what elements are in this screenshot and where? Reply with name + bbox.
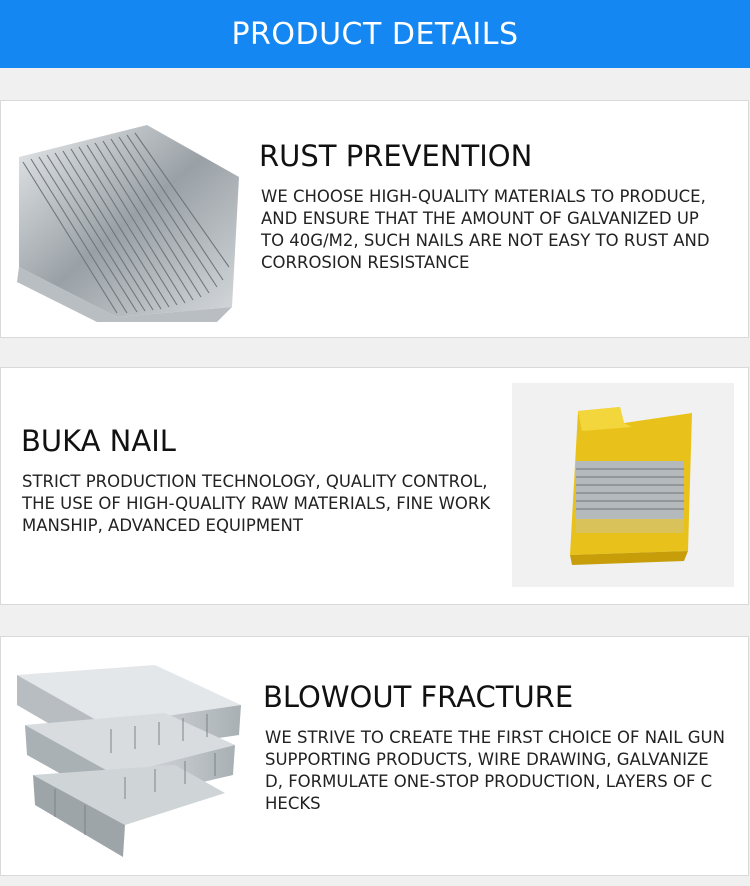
description-line: CORROSION RESISTANCE [261, 253, 470, 272]
section-buka-nail [0, 367, 749, 605]
description-line: AND ENSURE THAT THE AMOUNT OF GALVANIZED UP [261, 209, 699, 228]
section-rust-prevention [0, 100, 749, 338]
header-banner [0, 0, 750, 68]
description-line: SUPPORTING PRODUCTS, WIRE DRAWING, GALVANIZE [265, 750, 709, 769]
description-line: MANSHIP, ADVANCED EQUIPMENT [22, 516, 303, 535]
galvanized-nail-strips-photo [17, 117, 239, 323]
stacked-staple-strips-photo [15, 665, 243, 865]
banner-title: PRODUCT DETAILS [231, 16, 519, 52]
section-description [265, 727, 725, 815]
section-blowout-fracture [0, 636, 749, 876]
description-line: STRICT PRODUCTION TECHNOLOGY, QUALITY CONTROL, [22, 472, 488, 491]
section-description [22, 471, 490, 537]
description-line: THE USE OF HIGH-QUALITY RAW MATERIALS, FINE WORK [22, 494, 491, 513]
description-line: HECKS [265, 794, 321, 813]
description-line: WE CHOOSE HIGH-QUALITY MATERIALS TO PRODUCE, [261, 187, 706, 206]
section-description [261, 186, 710, 274]
yellow-box-of-nails-photo [512, 383, 734, 587]
description-line: TO 40G/M2, SUCH NAILS ARE NOT EASY TO RUST AND [261, 231, 710, 250]
section-title: RUST PREVENTION [259, 139, 533, 173]
description-line: WE STRIVE TO CREATE THE FIRST CHOICE OF NAIL GUN [265, 728, 725, 747]
description-line: D, FORMULATE ONE-STOP PRODUCTION, LAYERS OF C [265, 772, 713, 791]
section-title: BUKA NAIL [21, 424, 176, 458]
section-title: BLOWOUT FRACTURE [263, 680, 574, 714]
